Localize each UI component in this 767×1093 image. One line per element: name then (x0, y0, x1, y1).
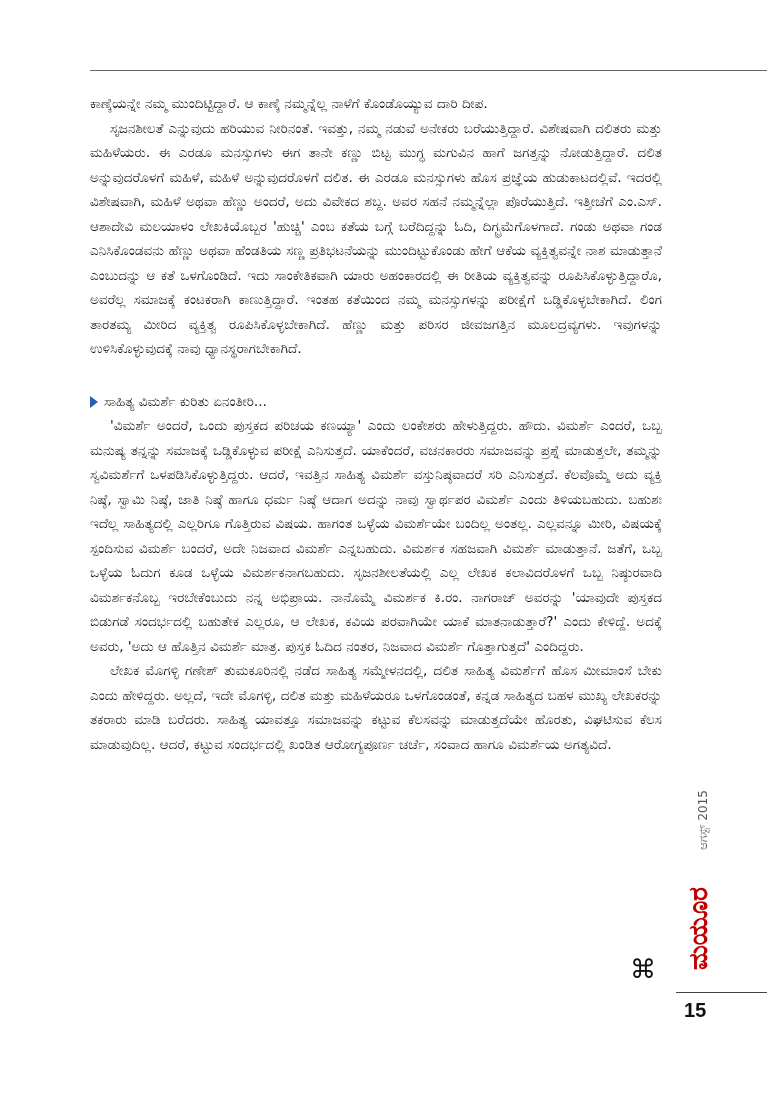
paragraph-1: ಕಾಣ್ಕೆಯನ್ನೇ ನಮ್ಮ ಮುಂದಿಟ್ಟಿದ್ದಾರೆ. ಆ ಕಾಣ್ಕೆ ನಮ್ಮನ್ನೆಲ್ಲ ನಾಳೆಗೆ ಕೊಂಡೊಯ್ಯುವ ದಾರಿ ದೀಪ. (90, 96, 488, 112)
section-spacer (90, 362, 662, 390)
top-rule (90, 70, 767, 71)
issue-date: ಆಗಸ್ಟ್ 2015 (696, 790, 710, 850)
paragraph-4: ಲೇಖಕ ಮೊಗಳ್ಳಿ ಗಣೇಶ್ ತುಮಕೂರಿನಲ್ಲಿ ನಡೆದ ಸಾಹಿತ್ಯ ಸಮ್ಮೇಳನದಲ್ಲಿ, ದಲಿತ ಸಾಹಿತ್ಯ ವಿಮರ್ಶೆಗೆ ಹೊಸ ಮೀಮಾಂಸೆ ಬೇಕು ಎಂದು ಹೇಳಿದ್ದರು. ಅಲ್ಲದೆ, ಇದೇ ಮೊಗಳ್ಳಿ, ದಲಿತ ಮತ್ತು ಮಹಿಳೆಯರೂ ಒಳಗೊಂಡಂತೆ, ಕನ್ನಡ ಸಾಹಿತ್ಯದ ಬಹಳ ಮುಖ್ಯ ಲೇಖಕರನ್ನು ತಕರಾರು ಮಾಡಿ ಬರೆದರು. ಸಾಹಿತ್ಯ ಯಾವತ್ತೂ ಸಮಾಜವನ್ನು ಕಟ್ಟುವ ಕೆಲಸವನ್ನು ಮಾಡುತ್ತದೆಯೇ ಹೊರತು, ವಿಘಟಿಸುವ ಕೆಲಸ ಮಾಡುವುದಿಲ್ಲ. ಆದರೆ, ಕಟ್ಟುವ ಸಂದರ್ಭದಲ್ಲಿ ಖಂಡಿತ ಆರೋಗ್ಯಪೂರ್ಣ ಚರ್ಚೆ, ಸಂವಾದ ಹಾಗೂ ವಿಮರ್ಶೆಯ ಅಗತ್ಯವಿದೆ. (90, 663, 662, 753)
paragraph-3: 'ವಿಮರ್ಶೆ ಅಂದರೆ, ಒಂದು ಪುಸ್ತಕದ ಪರಿಚಯ ಕಣಯ್ಯಾ' ಎಂದು ಲಂಕೇಶರು ಹೇಳುತ್ತಿದ್ದರು. ಹೌದು. ವಿಮರ್ಶೆ ಎಂದರೆ, ಒಬ್ಬ ಮನುಷ್ಯ ತನ್ನನ್ನು ಸಮಾಜಕ್ಕೆ ಒಡ್ಡಿಕೊಳ್ಳುವ ಪರೀಕ್ಷೆ ಎನಿಸುತ್ತದೆ. ಯಾಕೆಂದರೆ, ವಚನಕಾರರು ಸಮಾಜವನ್ನು ಪ್ರಶ್ನೆ ಮಾಡುತ್ತಲೇ, ತಮ್ಮನ್ನು ಸ್ವವಿಮರ್ಶೆಗೆ ಒಳಪಡಿಸಿಕೊಳ್ಳುತ್ತಿದ್ದರು. ಆದರೆ, ಇವತ್ತಿನ ಸಾಹಿತ್ಯ ವಿಮರ್ಶೆ ವಸ್ತುನಿಷ್ಠವಾದರೆ ಸರಿ ಎನಿಸುತ್ತದೆ. ಕೆಲವೊಮ್ಮೆ ಅದು ವ್ಯಕ್ತಿ ನಿಷ್ಠೆ, ಸ್ವಾಮಿ ನಿಷ್ಠೆ, ಜಾತಿ ನಿಷ್ಠೆ ಹಾಗೂ ಧರ್ಮ ನಿಷ್ಠೆ ಆದಾಗ ಅದನ್ನು ನಾವು ಸ್ವಾರ್ಥಪರ ವಿಮರ್ಶೆ ಎಂದು ತಿಳಿಯಬಹುದು. ಬಹುಶಃ ಇದೆಲ್ಲ ಸಾಹಿತ್ಯದಲ್ಲಿ ಎಲ್ಲರಿಗೂ ಗೊತ್ತಿರುವ ವಿಷಯ. ಹಾಗಂತ ಒಳ್ಳೆಯ ವಿಮರ್ಶೆಯೇ ಬಂದಿಲ್ಲ ಅಂತಲ್ಲ. ಎಲ್ಲವನ್ನೂ ಮೀರಿ, ವಿಷಯಕ್ಕೆ ಸ್ಪಂದಿಸುವ ವಿಮರ್ಶೆ ಬಂದರೆ, ಅದೇ ನಿಜವಾದ ವಿಮರ್ಶೆ ಎನ್ನಬಹುದು. ವಿಮರ್ಶಕ ಸಹಜವಾಗಿ ವಿಮರ್ಶೆ ಮಾಡುತ್ತಾನೆ. ಜತೆಗೆ, ಒಬ್ಬ ಒಳ್ಳೆಯ ಓದುಗ ಕೂಡ ಒಳ್ಳೆಯ ವಿಮರ್ಶಕನಾಗಬಹುದು. ಸೃಜನಶೀಲತೆಯಲ್ಲಿ ಎಲ್ಲ ಲೇಖಕ ಕಲಾವಿದರೊಳಗೆ ಒಬ್ಬ ನಿಷ್ಠುರವಾದಿ ವಿಮರ್ಶಕನೊಬ್ಬ ಇರಬೇಕೆಂಬುದು ನನ್ನ ಅಭಿಪ್ರಾಯ. ನಾನೊಮ್ಮೆ ವಿಮರ್ಶಕ ಕಿ.ರಂ. ನಾಗರಾಜ್ ಅವರನ್ನು 'ಯಾವುದೇ ಪುಸ್ತಕದ ಬಿಡುಗಡೆ ಸಂದರ್ಭದಲ್ಲಿ ಬಹುತೇಕ ಎಲ್ಲರೂ, ಆ ಲೇಖಕ, ಕವಿಯ ಪರವಾಗಿಯೇ ಯಾಕೆ ಮಾತನಾಡುತ್ತಾರೆ?' ಎಂದು ಕೇಳಿದ್ದೆ. ಅದಕ್ಕೆ ಅವರು, 'ಅದು ಆ ಹೊತ್ತಿನ ವಿಮರ್ಶೆ ಮಾತ್ರ. ಪುಸ್ತಕ ಓದಿದ ನಂತರ, ನಿಜವಾದ ವಿಮರ್ಶೆ ಗೊತ್ತಾಗುತ್ತದೆ' ಎಂದಿದ್ದರು. (90, 418, 662, 655)
magazine-sidebar (676, 780, 724, 970)
triangle-bullet-icon (90, 396, 98, 408)
interview-question (90, 390, 662, 415)
page-number: 15 (684, 1000, 707, 1022)
end-mark-icon: ⌘ (630, 955, 656, 985)
article-body (90, 92, 662, 757)
question-text: ಸಾಹಿತ್ಯ ವಿಮರ್ಶೆ ಕುರಿತು ಏನಂತೀರಿ... (104, 393, 267, 410)
paragraph-2: ಸೃಜನಶೀಲತೆ ಎನ್ನುವುದು ಹರಿಯುವ ನೀರಿನಂತೆ. ಇವತ್ತು, ನಮ್ಮ ನಡುವೆ ಅನೇಕರು ಬರೆಯುತ್ತಿದ್ದಾರೆ. ವಿಶೇಷವಾಗಿ ದಲಿತರು ಮತ್ತು ಮಹಿಳೆಯರು. ಈ ಎರಡೂ ಮನಸ್ಸುಗಳು ಈಗ ತಾನೇ ಕಣ್ಣು ಬಿಟ್ಟ ಮುಗ್ಧ ಮಗುವಿನ ಹಾಗೆ ಜಗತ್ತನ್ನು ನೋಡುತ್ತಿದ್ದಾರೆ. ದಲಿತ ಅನ್ನುವುದರೊಳಗೆ ಮಹಿಳೆ, ಮಹಿಳೆ ಅನ್ನುವುದರೊಳಗೆ ದಲಿತ. ಈ ಎರಡೂ ಮನಸ್ಸುಗಳು ಹೊಸ ಪ್ರಜ್ಞೆಯ ಹುಡುಕಾಟದಲ್ಲಿವೆ. ಇದರಲ್ಲಿ ವಿಶೇಷವಾಗಿ, ಮಹಿಳೆ ಅಥವಾ ಹೆಣ್ಣು ಅಂದರೆ, ಅದು ವಿವೇಕದ ಶಬ್ದ. ಅವರ ಸಹನೆ ನಮ್ಮನ್ನೆಲ್ಲಾ ಪೊರೆಯುತ್ತಿದೆ. ಇತ್ತೀಚೆಗೆ ಎಂ.ಎಸ್. ಆಶಾದೇವಿ ಮಲಯಾಳಂ ಲೇಖಕಿಯೊಬ್ಬರ 'ಹುಚ್ಚಿ' ಎಂಬ ಕತೆಯ ಬಗ್ಗೆ ಬರೆದಿದ್ದನ್ನು ಓದಿ, ದಿಗ್ಭ್ರಮೆಗೊಳಗಾದೆ. ಗಂಡು ಅಥವಾ ಗಂಡ ಎನಿಸಿಕೊಂಡವನು ಹೆಣ್ಣು ಅಥವಾ ಹೆಂಡತಿಯ ಸಣ್ಣ ಪ್ರತಿಭಟನೆಯನ್ನು ಮುಂದಿಟ್ಟುಕೊಂಡು ಹೇಗೆ ಆಕೆಯ ವ್ಯಕ್ತಿತ್ವವನ್ನೇ ನಾಶ ಮಾಡುತ್ತಾನೆ ಎಂಬುದನ್ನು ಆ ಕತೆ ಒಳಗೊಂಡಿದೆ. ಇದು ಸಾಂಕೇತಿಕವಾಗಿ ಯಾರು ಅಹಂಕಾರದಲ್ಲಿ ಈ ರೀತಿಯ ವ್ಯಕ್ತಿತ್ವವನ್ನು ರೂಪಿಸಿಕೊಳ್ಳುತ್ತಿದ್ದಾರೊ, ಅವರೆಲ್ಲ ಸಮಾಜಕ್ಕೆ ಕಂಟಕರಾಗಿ ಕಾಣುತ್ತಿದ್ದಾರೆ. ಇಂತಹ ಕತೆಯಿಂದ ನಮ್ಮ ಮನಸ್ಸುಗಳನ್ನು ಪರೀಕ್ಷೆಗೆ ಒಡ್ಡಿಕೊಳ್ಳಬೇಕಾಗಿದೆ. ಲಿಂಗ ತಾರತಮ್ಯ ಮೀರಿದ ವ್ಯಕ್ತಿತ್ವ ರೂಪಿಸಿಕೊಳ್ಳಬೇಕಾಗಿದೆ. ಹೆಣ್ಣು ಮತ್ತು ಪರಿಸರ ಜೀವಜಗತ್ತಿನ ಮೂಲದ್ರವ್ಯಗಳು. ಇವುಗಳನ್ನು ಉಳಿಸಿಕೊಳ್ಳುವುದಕ್ಕೆ ನಾವು ಧ್ಯಾನಸ್ಥರಾಗಬೇಕಾಗಿದೆ. (90, 120, 662, 357)
bottom-rule (676, 992, 767, 993)
magazine-logo: ಮಯೂರ (684, 887, 714, 970)
